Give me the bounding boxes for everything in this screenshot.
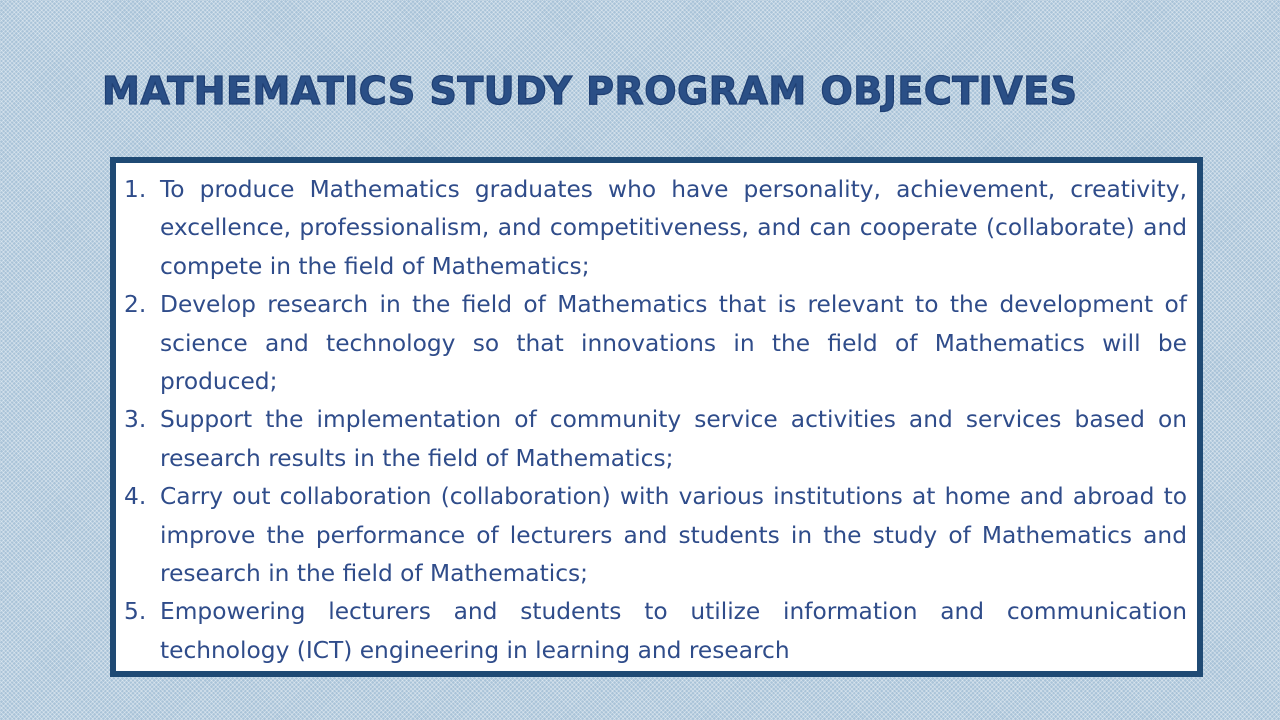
slide-title: MATHEMATICS STUDY PROGRAM OBJECTIVES: [102, 69, 1078, 113]
objective-text: Support the implementation of community service activities and services based on research results in the field of Mathematics;: [160, 406, 1187, 472]
objective-number: 5.: [124, 598, 147, 626]
objective-text: To produce Mathematics graduates who have personality, achievement, creativity, excellence, professionalism, and competitiveness, and can cooperate (collaborate) and compete in the field of Mathematics;: [160, 176, 1187, 280]
objective-text: Develop research in the field of Mathematics that is relevant to the development of science and technology so that innovations in the field of Mathematics will be produced;: [160, 291, 1187, 396]
objective-number: 2.: [124, 291, 147, 319]
objective-number: 1.: [124, 176, 147, 203]
objective-item-4: [124, 478, 1187, 593]
objectives-list: [116, 163, 1197, 670]
objective-item-5: [124, 593, 1187, 670]
objective-text: Empowering lecturers and students to utilize information and communication technology (ICT) engineering in learning and research: [160, 598, 1187, 664]
objectives-box: [110, 157, 1203, 677]
objective-item-2: [124, 286, 1187, 401]
objective-number: 3.: [124, 406, 147, 434]
objective-item-3: [124, 401, 1187, 478]
objective-number: 4.: [124, 483, 147, 511]
objective-item-1: [124, 171, 1187, 286]
objective-text: Carry out collaboration (collaboration) with various institutions at home and abroad to improve the performance of lecturers and students in the study of Mathematics and research in the field of Mathematics;: [160, 483, 1187, 588]
